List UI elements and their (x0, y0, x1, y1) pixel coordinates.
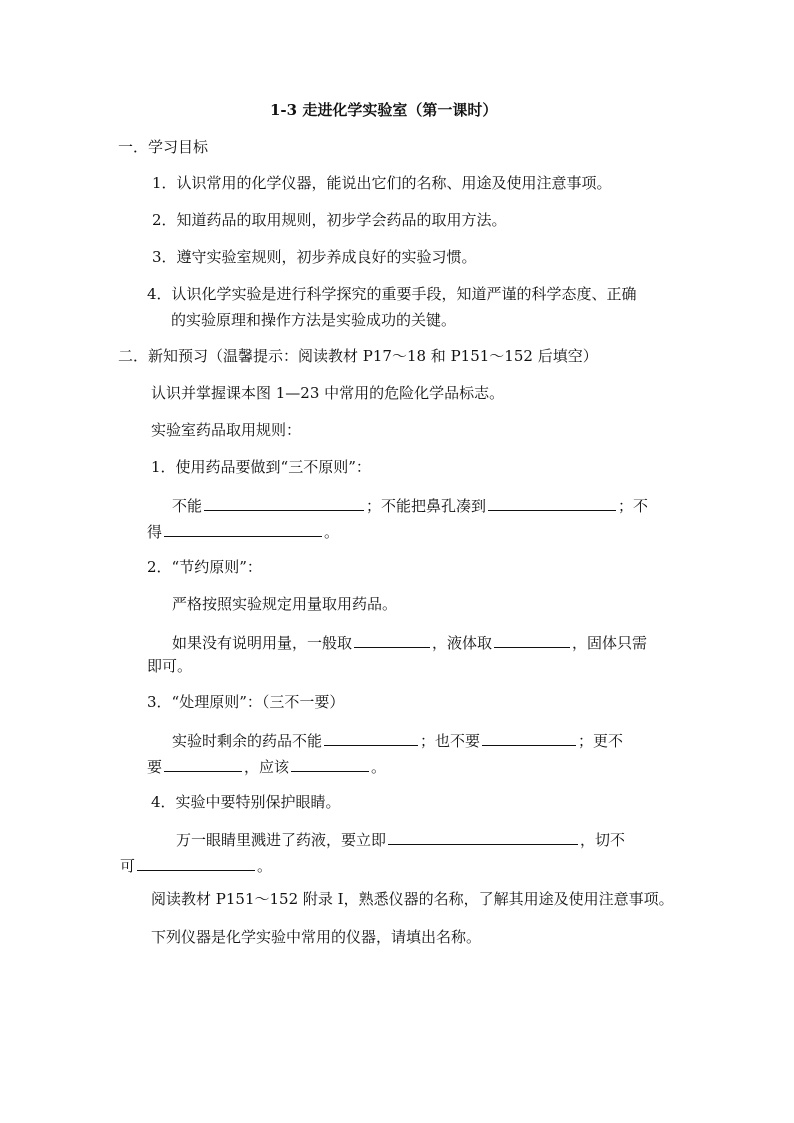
rule4-line1 (176, 828, 625, 850)
section2-heading: 二．新知预习（温馨提示：阅读教材 P17～18 和 P151～152 后填空） (118, 347, 598, 365)
rule1-text-b: ；不能把鼻孔凑到 (366, 497, 487, 515)
intro-hazard-symbols: 认识并掌握课本图 1—23 中常用的危险化学品标志。 (151, 384, 505, 402)
rule3-text-e: ，应该 (244, 758, 290, 776)
rule2-line2 (172, 631, 647, 653)
rule1-text-c: ；不 (618, 497, 649, 515)
rule1-blank-2[interactable] (488, 494, 616, 511)
rule1-line2 (147, 520, 339, 542)
intro-rules: 实验室药品取用规则： (151, 421, 302, 439)
objective-4-cont: 的实验原理和操作方法是实验成功的关键。 (171, 311, 457, 329)
rule3-heading: 3．“处理原则”：（三不一要） (147, 693, 345, 711)
objective-4: 4．认识化学实验是进行科学探究的重要手段，知道严谨的科学态度、正确 (147, 285, 637, 303)
rule3-blank-3[interactable] (164, 755, 242, 772)
rule2-text-c: ，固体只需 (572, 634, 648, 652)
rule3-text-b: ；也不要 (420, 732, 481, 750)
reading-instruction: 阅读教材 P151～152 附录 I，熟悉仪器的名称，了解其用途及使用注意事项。 (151, 890, 674, 908)
rule4-heading: 4．实验中要特别保护眼睛。 (151, 793, 341, 811)
rule3-text-a: 实验时剩余的药品不能 (172, 732, 323, 750)
objective-3: 3．遵守实验室规则，初步养成良好的实验习惯。 (152, 248, 477, 266)
rule3-blank-2[interactable] (482, 729, 576, 746)
rule2-heading: 2．“节约原则”： (147, 558, 262, 576)
rule1-blank-3[interactable] (164, 520, 322, 537)
instrument-prompt: 下列仪器是化学实验中常用的仪器，请填出名称。 (151, 928, 482, 946)
rule1-heading: 1．使用药品要做到“三不原则”： (151, 458, 371, 476)
rule4-blank-2[interactable] (137, 854, 255, 871)
rule3-blank-4[interactable] (291, 755, 369, 772)
objective-2: 2．知道药品的取用规则，初步学会药品的取用方法。 (152, 211, 507, 229)
rule4-text-b: ，切不 (580, 831, 626, 849)
objective-1: 1．认识常用的化学仪器，能说出它们的名称、用途及使用注意事项。 (152, 174, 612, 192)
rule2-line1: 严格按照实验规定用量取用药品。 (172, 595, 398, 613)
rule2-blank-2[interactable] (494, 631, 570, 648)
section1-heading: 一．学习目标 (118, 138, 209, 156)
rule4-blank-1[interactable] (388, 828, 578, 845)
rule3-blank-1[interactable] (324, 729, 418, 746)
rule2-text-b: ，液体取 (432, 634, 493, 652)
rule3-text-f: 。 (371, 758, 387, 776)
rule1-line1 (172, 494, 648, 516)
rule1-text-a: 不能 (172, 497, 203, 515)
rule3-text-d: 要 (147, 758, 163, 776)
rule1-text-e: 。 (324, 523, 340, 541)
rule4-text-c: 可 (120, 857, 136, 875)
rule1-text-d: 得 (147, 523, 163, 541)
rule3-line1 (172, 729, 623, 751)
page-title: 1-3 走进化学实验室（第一课时） (270, 101, 498, 119)
rule1-blank-1[interactable] (204, 494, 364, 511)
rule3-line2 (147, 755, 386, 777)
rule3-text-c: ；更不 (578, 732, 624, 750)
rule4-text-a: 万一眼睛里溅进了药液，要立即 (176, 831, 387, 849)
rule2-text-a: 如果没有说明用量，一般取 (172, 634, 353, 652)
rule4-text-d: 。 (257, 857, 273, 875)
rule2-blank-1[interactable] (354, 631, 430, 648)
rule2-line3: 即可。 (147, 657, 193, 675)
rule4-line2 (120, 854, 272, 876)
